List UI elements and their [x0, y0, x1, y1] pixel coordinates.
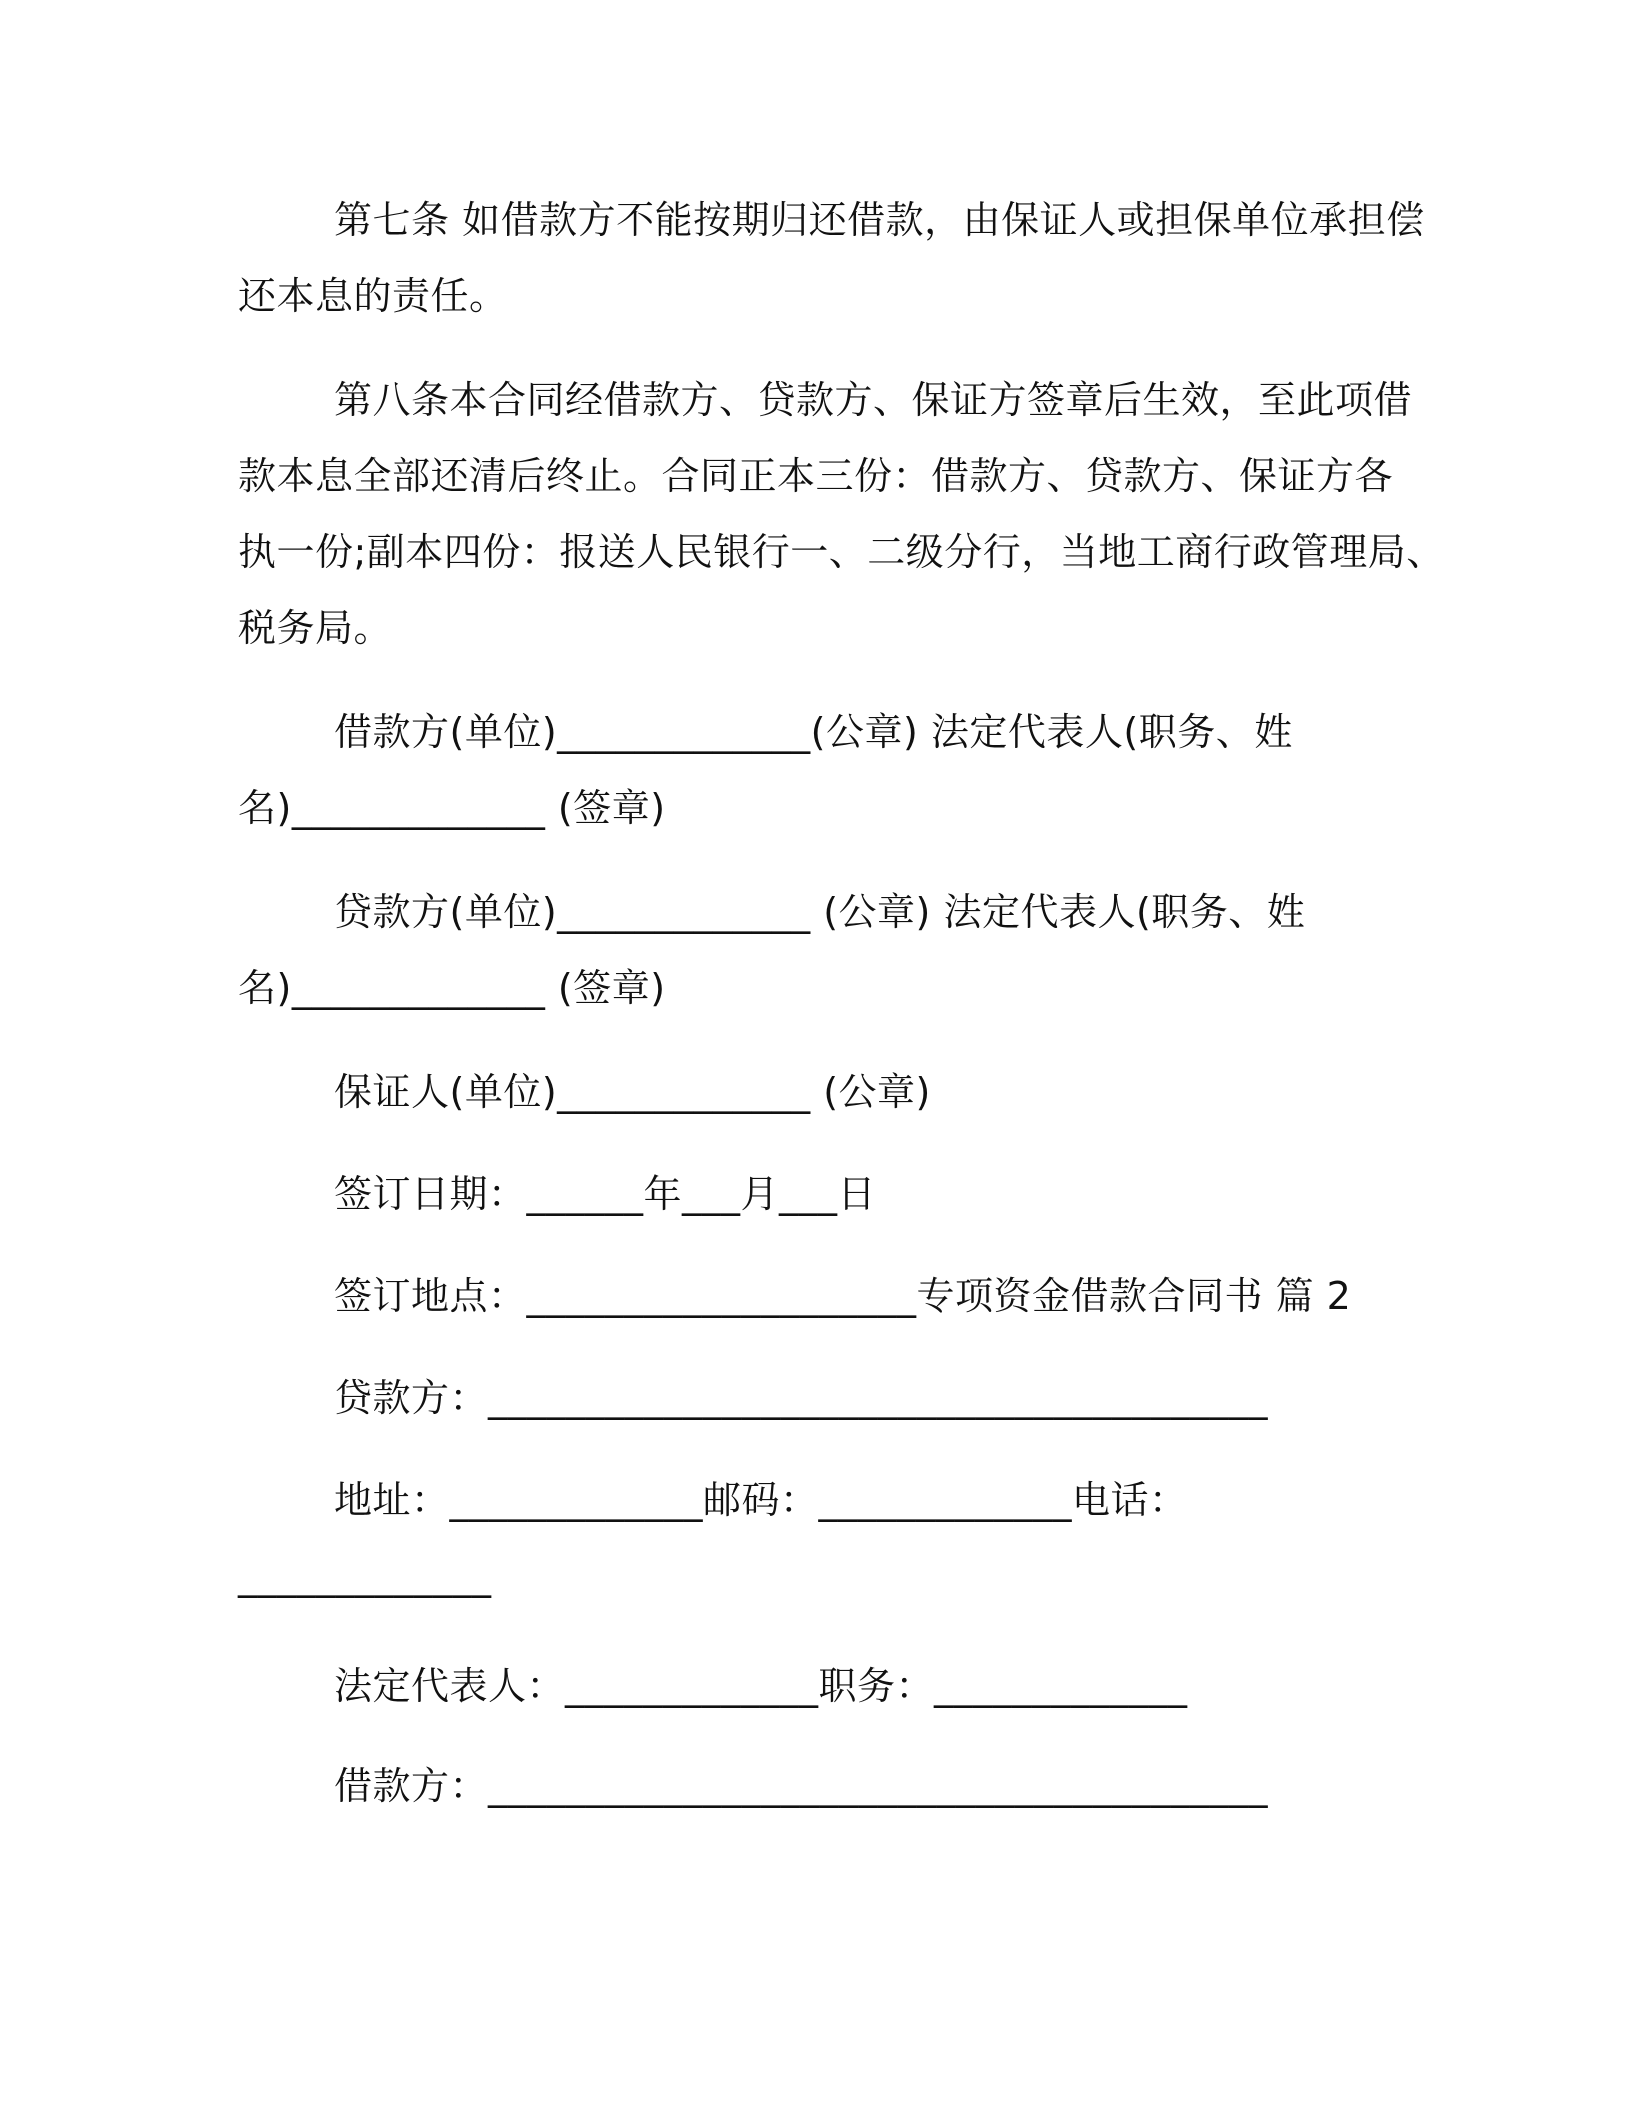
- lender-name-line: 贷款方：________________________________________: [334, 1376, 1269, 1420]
- article-7-line-2: 还本息的责任。: [238, 274, 508, 318]
- borrower-signature-line-2: 名)_____________ (签章): [238, 786, 666, 830]
- article-8-line-1: 第八条本合同经借款方、贷款方、保证方签章后生效，至此项借: [334, 378, 1413, 422]
- article-8-line-2: 款本息全部还清后终止。合同正本三份：借款方、贷款方、保证方各: [238, 454, 1394, 498]
- lender-signature-line-1: 贷款方(单位)_____________ (公章) 法定代表人(职务、姓: [334, 890, 1306, 934]
- borrower-signature-line-1: 借款方(单位)_____________(公章) 法定代表人(职务、姓: [334, 710, 1293, 754]
- signing-place-line: 签订地点：____________________专项资金借款合同书 篇 2: [334, 1274, 1352, 1318]
- signing-date-line: 签订日期：______年___月___日: [334, 1172, 877, 1216]
- phone-blank-line: _____________: [238, 1554, 492, 1598]
- guarantor-signature-line: 保证人(单位)_____________ (公章): [334, 1070, 931, 1114]
- article-8-line-4: 税务局。: [238, 606, 393, 650]
- legal-representative-line: 法定代表人：_____________职务：_____________: [334, 1664, 1188, 1708]
- lender-signature-line-2: 名)_____________ (签章): [238, 966, 666, 1010]
- borrower-name-line: 借款方：________________________________________: [334, 1764, 1269, 1808]
- article-8-line-3: 执一份;副本四份：报送人民银行一、二级分行，当地工商行政管理局、: [238, 530, 1445, 574]
- article-7-line-1: 第七条 如借款方不能按期归还借款，由保证人或担保单位承担偿: [334, 198, 1425, 242]
- address-line: 地址：_____________邮码：_____________电话：: [334, 1478, 1188, 1522]
